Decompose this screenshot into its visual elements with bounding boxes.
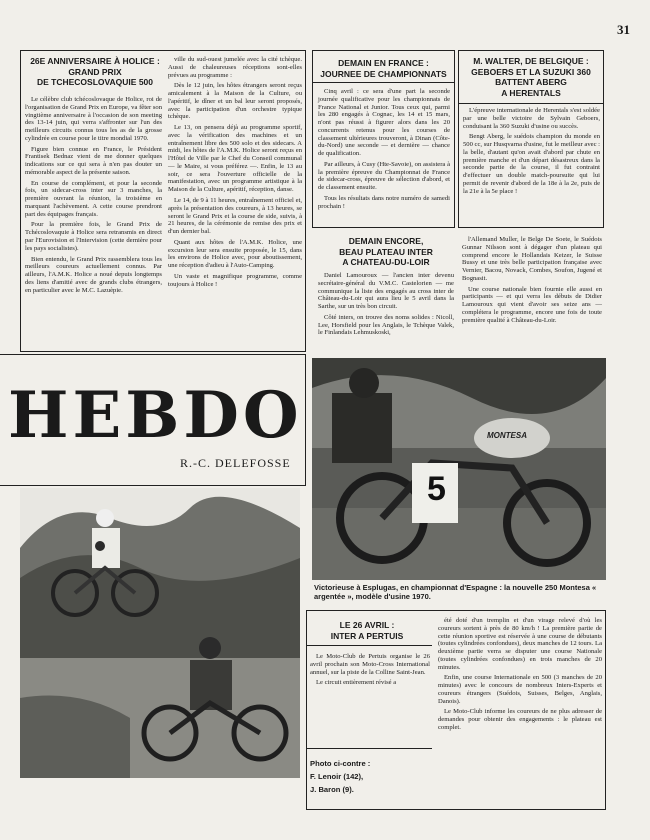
headline-line: A CHATEAU-DU-LOIR <box>342 257 430 268</box>
paragraph: Le Moto-Club de Pertuis organise le 26 avril prochain son Moto-Cross International annuel, sur la piste de la Colline Saint-Jean. <box>310 653 430 676</box>
headline-line: DEMAIN EN FRANCE : <box>338 58 429 68</box>
paragraph: Par ailleurs, à Cusy (Hte-Savoie), on assistera à la première épreuve du Championnat de France de sidecar-cross, épreuve de sélection d'abord, et de classement ensuite. <box>318 160 450 192</box>
paragraph: Une course nationale bien fournie elle aussi en participants — et qui verra les débuts de Didier Lamouroux qui vient d'avoir ses seize ans — complétera le programme, encore une fois de toute première qualité à Château-du-Loir. <box>462 285 602 324</box>
race-number: 5 <box>427 470 446 508</box>
article-pertuis-col1 <box>310 653 430 690</box>
headline-line: 26E ANNIVERSAIRE À HOLICE : <box>30 56 160 66</box>
paragraph: Cinq avril : ce sera d'une part la seconde journée qualificative pour les championnats de France National et Junior. Tous ceux qui, parmi les 280 engagés à Cognac, les 14 et 15 mars, n'ont pas réussi à figurer alors dans les 20 concurrents retenus pour les courses de classement ultérieures trouveront, à Dinan (Côte-du-Nord) une seconde — et dernière — chance de qualification. <box>318 88 450 158</box>
paragraph: été doté d'un tremplin et d'un virage relevé d'où les coureurs sortent à près de 80 km/h ! La première partie de cette réunion sportive est réservée à une course de débutants (toutes cylindrées confondues), deux manches de 12 tours. La deuxième partie verra se disputer une course Nationale (toutes cylindrées confondues) en trois manches de 20 minutes. <box>438 617 602 671</box>
headline-line: BEAU PLATEAU INTER <box>339 246 433 257</box>
montesa-tank-logo: MONTESA <box>487 431 527 440</box>
hebdo-logo: HEBDO <box>8 378 303 453</box>
paragraph: Côté inters, on trouve des noms solides : Nicoll, Lee, Horsfield pour les Anglais, le Tchèque Valek, le Finlandais Lehmuskoski, <box>318 313 454 337</box>
article-chateau-title <box>318 236 454 268</box>
paragraph: Le 13, on pensera déjà au programme sportif, avec la vérification des machines et un entraînement libre des 500 solo et des sidecars. A midi, les hôtes de l'A.M.K. Holice seront reçus en l'Hôtel de Ville par le Chef du Conseil communal — le Maire, si vous préférez —. Enfin, le 13 au soir, ce sera l'ouverture officielle de la manifestation, avec un programme artistique à la Maison de la Culture, apéritif, réception, danse. <box>168 124 302 194</box>
paragraph: Bengt Aberg, le suédois champion du monde en 500 cc, sur Husqvarna d'usine, fut le meilleur avec : la belle, d'autant qu'on avait d'abord par chute en première manche et d'un départ désastreux dans la seconde partie de la course, il fut contraint d'effectuer un double match-poursuite qui lui permit de revenir d'abord de la 18e à la 2e, puis de la 21e à la 5e place ! <box>463 133 600 195</box>
paragraph: Figure bien connue en France, le Président Frantisek Bednaz vient de me donner quelques indications sur ce qui sera à n'en pas douter un mémorable aspect de la présente saison. <box>25 145 162 176</box>
headline-line: BATTENT ABERG <box>495 77 567 88</box>
photo-riders-forest <box>20 488 300 778</box>
article-herentals-title <box>460 56 602 99</box>
headline-line: DE TCHECOSLOVAQUIE 500 <box>36 77 154 88</box>
photo-montesa-image <box>312 358 606 580</box>
photo-montesa <box>312 358 606 580</box>
title-rule <box>458 103 604 104</box>
hebdo-byline: R.-C. DELEFOSSE <box>180 456 291 470</box>
headline-line: LE 26 AVRIL : <box>339 620 395 630</box>
credit-rule <box>306 748 432 749</box>
headline-line: GEBOERS ET LA SUZUKI 360 <box>471 66 591 77</box>
credit-label: Photo ci-contre : <box>310 759 371 768</box>
photo-credits <box>310 758 430 797</box>
headline-line: A HERENTALS <box>501 87 561 98</box>
article-championnats-body <box>318 88 450 213</box>
paragraph: Le circuit entièrement révisé a <box>316 679 397 687</box>
article-pertuis-title <box>306 620 428 641</box>
article-herentals-body <box>463 107 600 198</box>
headline-line: INTER A PERTUIS <box>330 630 404 641</box>
article-championnats-title <box>314 58 453 79</box>
title-rule <box>312 82 455 83</box>
headline-line: JOURNEE DE CHAMPIONNATS <box>320 68 447 79</box>
headline-line: GRAND PRIX <box>68 66 122 77</box>
article-holice-col2 <box>168 56 302 291</box>
page-number: 31 <box>617 22 630 37</box>
paragraph: L'épreuve internationale de Herentals s'est soldée par une belle victoire de Sylvain Geboers, conduisant la 360 Suzuki d'usine ou succès. <box>463 107 600 130</box>
paragraph: ville du sud-ouest jumelée avec la cité tchèque. Aussi de chaleureuses réceptions sont-elles prévues au programme : <box>168 56 302 79</box>
paragraph: Le 14, de 9 à 11 heures, entraînement officiel et, après la présentation des coureurs, à 13 heures, se seront le Grand Prix et la course de side, suivis, à 21 heures, de la cérémonie de remise des prix et d'un dernier bal. <box>168 197 302 236</box>
paragraph: Tous les résultats dans notre numéro de samedi prochain ! <box>318 194 450 210</box>
paragraph: En course de complément, et pour la seconde fois, un sidecar-cross inter sur 3 manches, la première ouvrant la réunion, la troisième en marquant l'achèvement. A cette course prendront part des équipages français. <box>25 179 162 218</box>
paragraph: Daniel Lamouroux — l'ancien inter devenu secrétaire-général du V.M.C. Castelorien — me communique la liste des engagés au cross inter de Château-du-Loir qui aura lieu le 5 avril dans la Sarthe, sur un très bon circuit. <box>318 272 454 311</box>
paragraph: Quant aux hôtes de l'A.M.K. Holice, une excursion leur sera ensuite proposée, le 15, dans les environs de Holice avec, pour aboutissement, une réception d'adieu à l'Auto-Camping. <box>168 238 302 270</box>
article-holice-title <box>24 56 166 88</box>
paragraph: Bien entendu, le Grand Prix rassemblera tous les meilleurs coureurs actuellement connus. Par ailleurs, l'A.M.K. Holice a noué depuis longtemps des liens d'amitié avec de grands clubs étrangers, en particulier avec le M.C. Lazuèpie. <box>25 255 162 294</box>
credit-line: J. Baron (9). <box>310 784 354 794</box>
credit-line: F. Lenoir (142), <box>310 771 364 781</box>
article-holice-col1 <box>25 96 162 297</box>
headline-line: DEMAIN ENCORE, <box>348 236 424 246</box>
article-chateau-col1 <box>318 272 454 340</box>
paragraph: Pour la première fois, le Grand Prix de Tchécoslovaquie à Holice sera retransmis en direct par l'Eurovision et l'Intervision (cette dernière pour les pays socialistes). <box>25 221 162 252</box>
paragraph: Le Moto-Club informe les coureurs de ne plus adresser de demandes pour obtenir des engagements : le plateau est complet. <box>438 708 602 731</box>
photo-caption: Victorieuse à Esplugas, en championnat d'Espagne : la nouvelle 250 Montesa « argentée », modèle d'usine 1970. <box>314 583 597 602</box>
paragraph: l'Allemand Muller, le Belge De Soete, le Suédois Gunnar Nilsson sont à dégager d'un plateau qui comprend encore le Hollandais Keizer, le Suisse Bussy et une très belle participation française avec Vernier, Bacou, Novack, Combes, Soufon, Jugené et Bognasit. <box>462 236 602 282</box>
paragraph: Dès le 12 juin, les hôtes étrangers seront reçus amicalement à la Maison de la Culture, ou l'apéritif, le dîner et un bal leur seront proposés, avec la participation d'un orchestre typique tchèque. <box>168 82 302 121</box>
paragraph: Enfin, une course Internationale en 500 (3 manches de 20 minutes) avec le concours de nombreux Inters-Experts et coureurs étrangers (Suédois, Suisses, Belges, Anglais, Danois). <box>438 674 602 705</box>
headline-line: M. WALTER, DE BELGIQUE : <box>473 56 589 66</box>
article-chateau-col2 <box>462 236 602 327</box>
article-pertuis-col2 <box>438 617 602 735</box>
paragraph: Un vaste et magnifique programme, comme toujours à Holice ! <box>168 272 302 288</box>
title-rule <box>306 645 432 646</box>
photo-riders-forest-image <box>20 488 300 778</box>
paragraph: Le célèbre club tchécoslovaque de Holice, roi de l'organisation de Grand Prix en Europe, va fêter son vingtième anniversaire à l'occasion de son meeting des 13-14 juin, qui verra s'affronter sur l'un des meilleurs circuits connus tous les as de la grosse cylindrée en course pour le titre mondial 1970. <box>25 96 162 142</box>
